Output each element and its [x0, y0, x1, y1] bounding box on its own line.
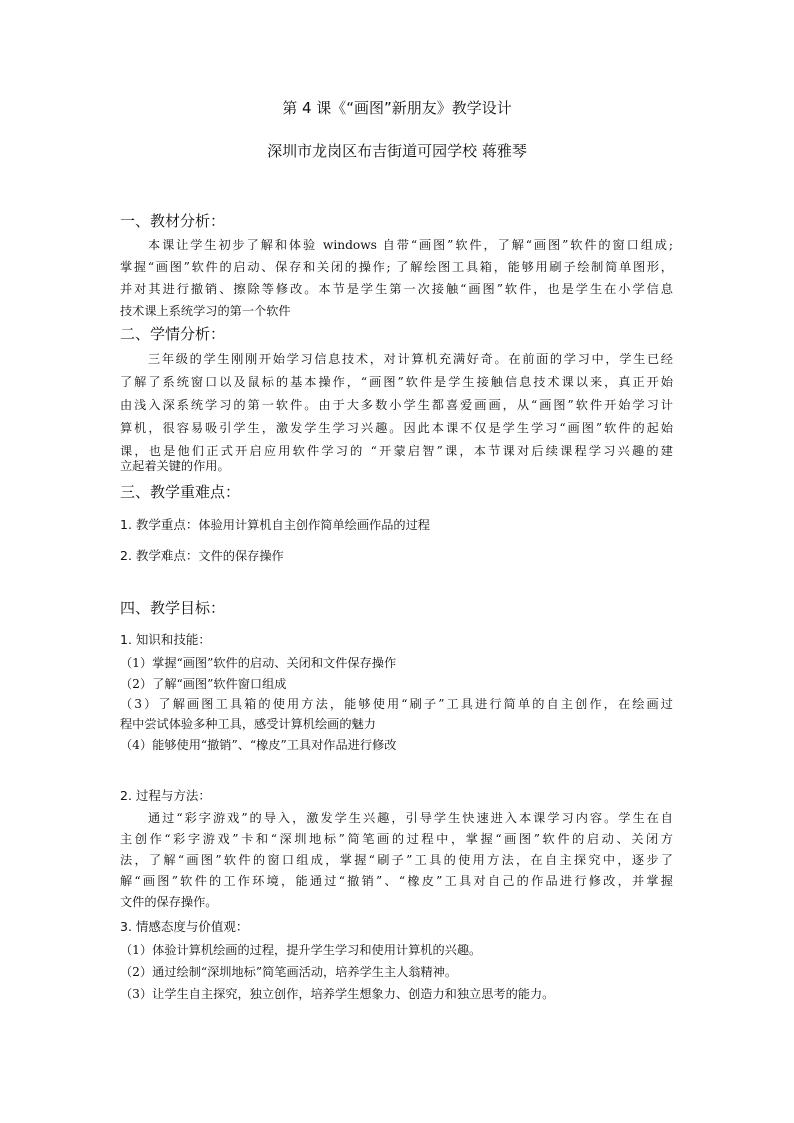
paragraph-line: 由浅入深系统学习的第一软件。由于大多数小学生都喜爱画画，从“画图”软件开始学习计 [120, 398, 673, 412]
section-heading-key-difficult-points: 三、教学重难点： [120, 483, 241, 501]
difficult-point-label: 2. 教学难点： [120, 548, 199, 563]
objective-process-label: 2. 过程与方法： [120, 788, 211, 803]
key-point-label: 1. 教学重点： [120, 517, 199, 532]
section-heading-teaching-objectives: 四、教学目标： [120, 599, 226, 617]
document-title: 第 4 课《“画图”新朋友》教学设计 [282, 99, 512, 117]
paragraph-line: 本课让学生初步了解和体验 windows 自带“画图”软件，了解“画图”软件的窗口组成; [148, 238, 673, 252]
paragraph-line: 法，了解“画图”软件的窗口组成，掌握“刷子”工具的使用方法，在自主探究中，逐步了 [120, 853, 673, 867]
paragraph-line: 主创作“彩字游戏”卡和“深圳地标”简笔画的过程中，掌握“画图”软件的启动、关闭方 [120, 832, 673, 846]
key-point-row [120, 514, 430, 533]
paragraph-line: 技术课上系统学习的第一个软件 [120, 304, 291, 318]
paragraph-line: 课，也是他们正式开启应用软件学习的 “开蒙启智”课，本节课对后续课程学习兴趣的建 [120, 444, 673, 458]
difficult-point-row [120, 545, 284, 564]
objective-item: （4）能够使用“撤销”、“橡皮”工具对作品进行修改 [120, 738, 397, 752]
paragraph-line: 解“画图”软件的工作环境，能通过“撤销”、“橡皮”工具对自己的作品进行修改，并掌握 [120, 874, 673, 888]
objective-item: （3）了解画图工具箱的使用方法，能够使用“刷子”工具进行简单的自主创作，在绘画过 [120, 697, 673, 711]
paragraph-line: 掌握“画图”软件的启动、保存和关闭的操作; 了解绘图工具箱，能够用刷子绘制简单图形， [120, 260, 673, 274]
paragraph-line: 并对其进行撤销、擦除等修改。本节是学生第一次接触“画图”软件，也是学生在小学信息 [120, 282, 673, 296]
author-line: 深圳市龙岗区布吉街道可园学校 蒋雅琴 [267, 142, 527, 160]
objective-item: （2）了解“画图”软件窗口组成 [120, 677, 287, 691]
paragraph-line: 文件的保存操作。 [120, 895, 218, 909]
key-point-text: 体验用计算机自主创作简单绘画作品的过程 [198, 518, 430, 532]
objective-emotion-label: 3. 情感态度与价值观： [120, 919, 249, 934]
paragraph-line: 算机，很容易吸引学生，激发学生学习兴趣。因此本课不仅是学生学习“画图”软件的起始 [120, 421, 673, 435]
objective-item: （1）掌握“画图”软件的启动、关闭和文件保存操作 [120, 656, 397, 670]
section-heading-textbook-analysis: 一、教材分析： [120, 212, 226, 230]
objective-item: （2）通过绘制“深圳地标”简笔画活动，培养学生主人翁精神。 [120, 965, 458, 979]
objective-item: （3）让学生自主探究，独立创作，培养学生想象力、创造力和独立思考的能力。 [120, 987, 555, 1001]
paragraph-line: 了解了系统窗口以及鼠标的基本操作，“画图”软件是学生接触信息技术课以来，真正开始 [120, 375, 673, 389]
paragraph-line: 立起着关键的作用。 [120, 459, 230, 473]
section-heading-learner-analysis: 二、学情分析： [120, 325, 226, 343]
paragraph-line: 三年级的学生刚刚开始学习信息技术，对计算机充满好奇。在前面的学习中，学生已经 [148, 352, 673, 366]
objective-item: 程中尝试体验多种工具，感受计算机绘画的魅力 [120, 717, 376, 731]
objective-knowledge-label: 1. 知识和技能： [120, 632, 211, 647]
objective-item: （1）体验计算机绘画的过程，提升学生学习和使用计算机的兴趣。 [120, 943, 482, 957]
difficult-point-text: 文件的保存操作 [198, 549, 284, 563]
paragraph-line: 通过“彩字游戏”的导入，激发学生兴趣，引导学生快速进入本课学习内容。学生在自 [148, 811, 673, 825]
